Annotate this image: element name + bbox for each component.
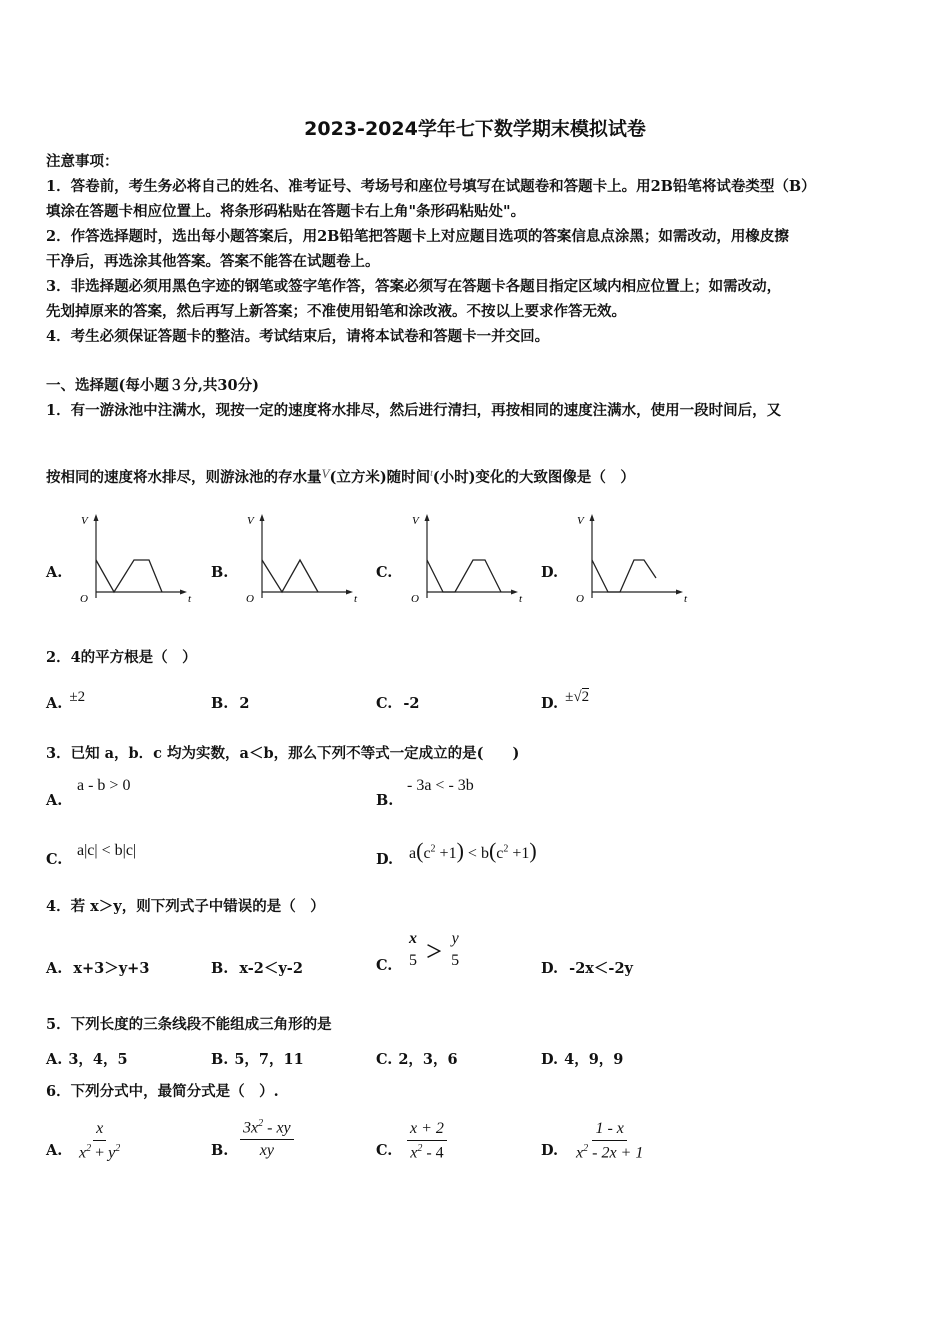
section-heading: 一、选择题(每小题３分,共30分) [46,377,259,394]
option-value: x+3＞y+3 [73,960,150,977]
fraction [407,1120,447,1162]
denominator [407,1141,446,1162]
exponent: 2 [417,1143,423,1154]
axis-label-v: V [247,515,254,527]
option-d-fraction [573,1120,646,1162]
option-d[interactable] [541,957,633,978]
y-axis-arrow [260,514,265,521]
page-title: 2023-2024学年七下数学期末模拟试卷 [304,118,646,140]
axis-label-v: V [412,515,419,527]
option-b[interactable] [211,695,249,712]
option-d-expr: $a(c^2 +1) < b(c^2 +1)$ [409,838,537,863]
notice-line: 干净后，再选涂其他答案。答案不能答在试题卷上。 [46,253,380,270]
option-a[interactable] [46,1048,128,1069]
expr-part: x [410,1144,418,1162]
option-b-fraction [240,1118,294,1160]
fraction [406,930,420,970]
option-label: A. [46,960,63,977]
denominator [76,1141,123,1162]
exponent: 2 [583,1143,589,1154]
expr-part: c [423,845,431,862]
stem-text: (小时)变化的大致图像是（ ） [432,469,635,486]
option-c-fraction [407,1120,447,1162]
graph-option-d[interactable] [570,510,695,610]
origin-label: O [80,593,88,605]
option-value: 3，4，5 [68,1051,128,1068]
expr-part: - xy [263,1119,291,1137]
option-value: ±2 [69,689,86,705]
option-label[interactable]: B. [211,1142,229,1159]
y-axis-arrow [425,514,430,521]
axis-label-t: t [188,593,192,605]
option-d[interactable] [541,689,590,713]
option-label[interactable]: D. [541,564,559,581]
expr-part: +1 [435,845,457,862]
var-v: V [321,466,330,481]
option-value: x-2＜y-2 [239,960,303,977]
question-3-stem: 3．已知 a，b．c 均为实数，a＜b，那么下列不等式一定成立的是( ) [46,745,520,762]
expr-part: x [79,1144,87,1162]
expr-part: 3x [243,1119,259,1137]
denominator: xy [259,1142,274,1160]
fraction [240,1118,294,1160]
option-b[interactable] [211,1048,304,1069]
option-c[interactable] [376,695,420,712]
option-d[interactable] [541,1048,623,1069]
var-t: t [430,468,433,478]
expr-part: x [576,1144,584,1162]
option-label[interactable]: C. [376,1142,393,1159]
exponent: 2 [430,843,436,855]
option-label[interactable]: D. [541,1142,559,1159]
expr-part: + [91,1144,109,1162]
notice-line: 填涂在答题卡相应位置上。将条形码粘贴在答题卡右上角"条形码粘贴处"。 [46,203,526,220]
numerator: x + 2 [407,1120,447,1141]
expr-part: a [409,845,417,862]
option-label[interactable]: C. [46,851,63,868]
option-label: A. [46,695,63,712]
notice-line: 1．答卷前，考生务必将自己的姓名、准考证号、考场号和座位号填写在试题卷和答题卡上。用2B铅笔将试卷类型（B） [46,178,816,195]
option-label: D. [541,960,559,977]
plus-minus: ± [565,689,574,705]
expr-part: c [496,845,504,862]
notice-line: 先划掉原来的答案，然后再写上新答案；不准使用铅笔和涂改液。不按以上要求作答无效。 [46,303,626,320]
exponent: 2 [86,1143,92,1154]
origin-label: O [246,593,254,605]
radicand: 2 [581,689,590,705]
axis-label-t: t [354,593,358,605]
notice-line: 3．非选择题必须用黑色字迹的钢笔或签字笔作答，答案必须写在答题卡各题目指定区域内相应位置上；如需改动， [46,278,782,295]
question-4-stem: 4．若 x＞y，则下列式子中错误的是（ ） [46,898,325,915]
option-label[interactable]: B. [376,792,394,809]
option-label[interactable]: A. [46,564,63,581]
question-1-stem: 1．有一游泳池中注满水，现按一定的速度将水排尽，然后进行清扫，再按相同的速度注满水，使用一段时间后，又 [46,402,782,419]
option-a-fraction [76,1120,123,1162]
option-value: -2 [403,695,420,712]
option-value: 2 [239,695,250,712]
numerator: 1 - x [592,1120,626,1141]
option-a[interactable] [46,689,86,713]
fraction [448,930,462,970]
option-label: C. [376,1051,393,1068]
notice-line: 2．作答选择题时，选出每小题答案后，用2B铅笔把答题卡上对应题目选项的答案信息点涂黑；如需改动，用橡皮擦 [46,228,789,245]
option-c-expr: a|c| < b|c| [77,842,137,859]
denominator [573,1141,646,1162]
question-1-stem-cont [46,461,635,490]
axis-label-t: t [684,593,688,605]
option-a[interactable] [46,957,149,978]
graph-line [262,560,318,592]
option-label[interactable]: C. [376,957,393,974]
graph-option-b[interactable] [240,510,365,610]
option-label: D. [541,695,559,712]
axis-label-v: V [81,515,88,527]
option-label[interactable]: C. [376,564,393,581]
stem-text: 按相同的速度将水排尽，则游泳池的存水量 [46,469,322,486]
numerator: y [451,930,459,947]
option-label: B. [211,1051,229,1068]
denominator: 5 [409,952,417,969]
option-b-expr: - 3a < - 3b [407,777,474,794]
option-value: 4，9，9 [564,1051,624,1068]
x-axis-arrow [511,590,518,595]
origin-label: O [411,593,419,605]
option-label: B. [211,695,229,712]
option-c[interactable] [376,1048,458,1069]
x-axis-arrow [180,590,187,595]
graph-line [96,560,162,592]
x-axis-arrow [346,590,353,595]
x-axis-arrow [676,590,683,595]
option-value: 5，7，11 [234,1051,304,1068]
expr-part: y [108,1144,116,1162]
expr-part: b [480,845,489,862]
expr-part: +1 [508,845,530,862]
expr-part: - 2x + 1 [588,1144,644,1162]
numerator [240,1118,294,1140]
notice-line: 4．考生必须保证答题卡的整洁。考试结束后，请将本试卷和答题卡一并交回。 [46,328,550,345]
option-value: ±√2 [565,689,590,705]
graph-option-a[interactable] [74,510,199,610]
stem-text: (立方米)随时间 [329,469,431,486]
exponent: 2 [115,1143,121,1154]
option-label: D. [541,1051,559,1068]
question-6-stem: 6．下列分式中，最简分式是（ ）. [46,1083,279,1100]
option-label[interactable]: B. [211,564,229,581]
fraction [573,1120,646,1162]
option-a-expr: a - b > 0 [77,777,131,794]
question-2-stem: 2．4的平方根是（ ） [46,649,197,666]
y-axis-arrow [94,514,99,521]
numerator: x [409,930,417,947]
graph-line [592,560,656,592]
option-value: 2，3，6 [398,1051,458,1068]
option-label[interactable]: A. [46,792,63,809]
axis-label-v: V [577,515,584,527]
operator: ＞ [425,942,443,963]
expr-part: - 4 [422,1144,444,1162]
option-label[interactable]: D. [376,851,394,868]
option-label: B. [211,960,229,977]
graph-option-c[interactable] [405,510,530,610]
exponent: 2 [503,843,509,855]
exponent: 2 [258,1118,264,1129]
option-c-expr [406,930,462,970]
denominator: 5 [451,952,460,969]
option-value: -2x＜-2y [569,960,633,977]
option-label[interactable]: A. [46,1142,63,1159]
fraction [76,1120,123,1162]
option-b[interactable] [211,957,303,978]
question-5-stem: 5．下列长度的三条线段不能组成三角形的是 [46,1016,332,1033]
origin-label: O [576,593,584,605]
numerator: x [93,1120,106,1141]
axis-label-t: t [519,593,523,605]
option-label: C. [376,695,393,712]
y-axis-arrow [590,514,595,521]
notice-heading: 注意事项： [46,153,119,170]
option-label: A. [46,1051,63,1068]
graph-line [427,560,501,592]
